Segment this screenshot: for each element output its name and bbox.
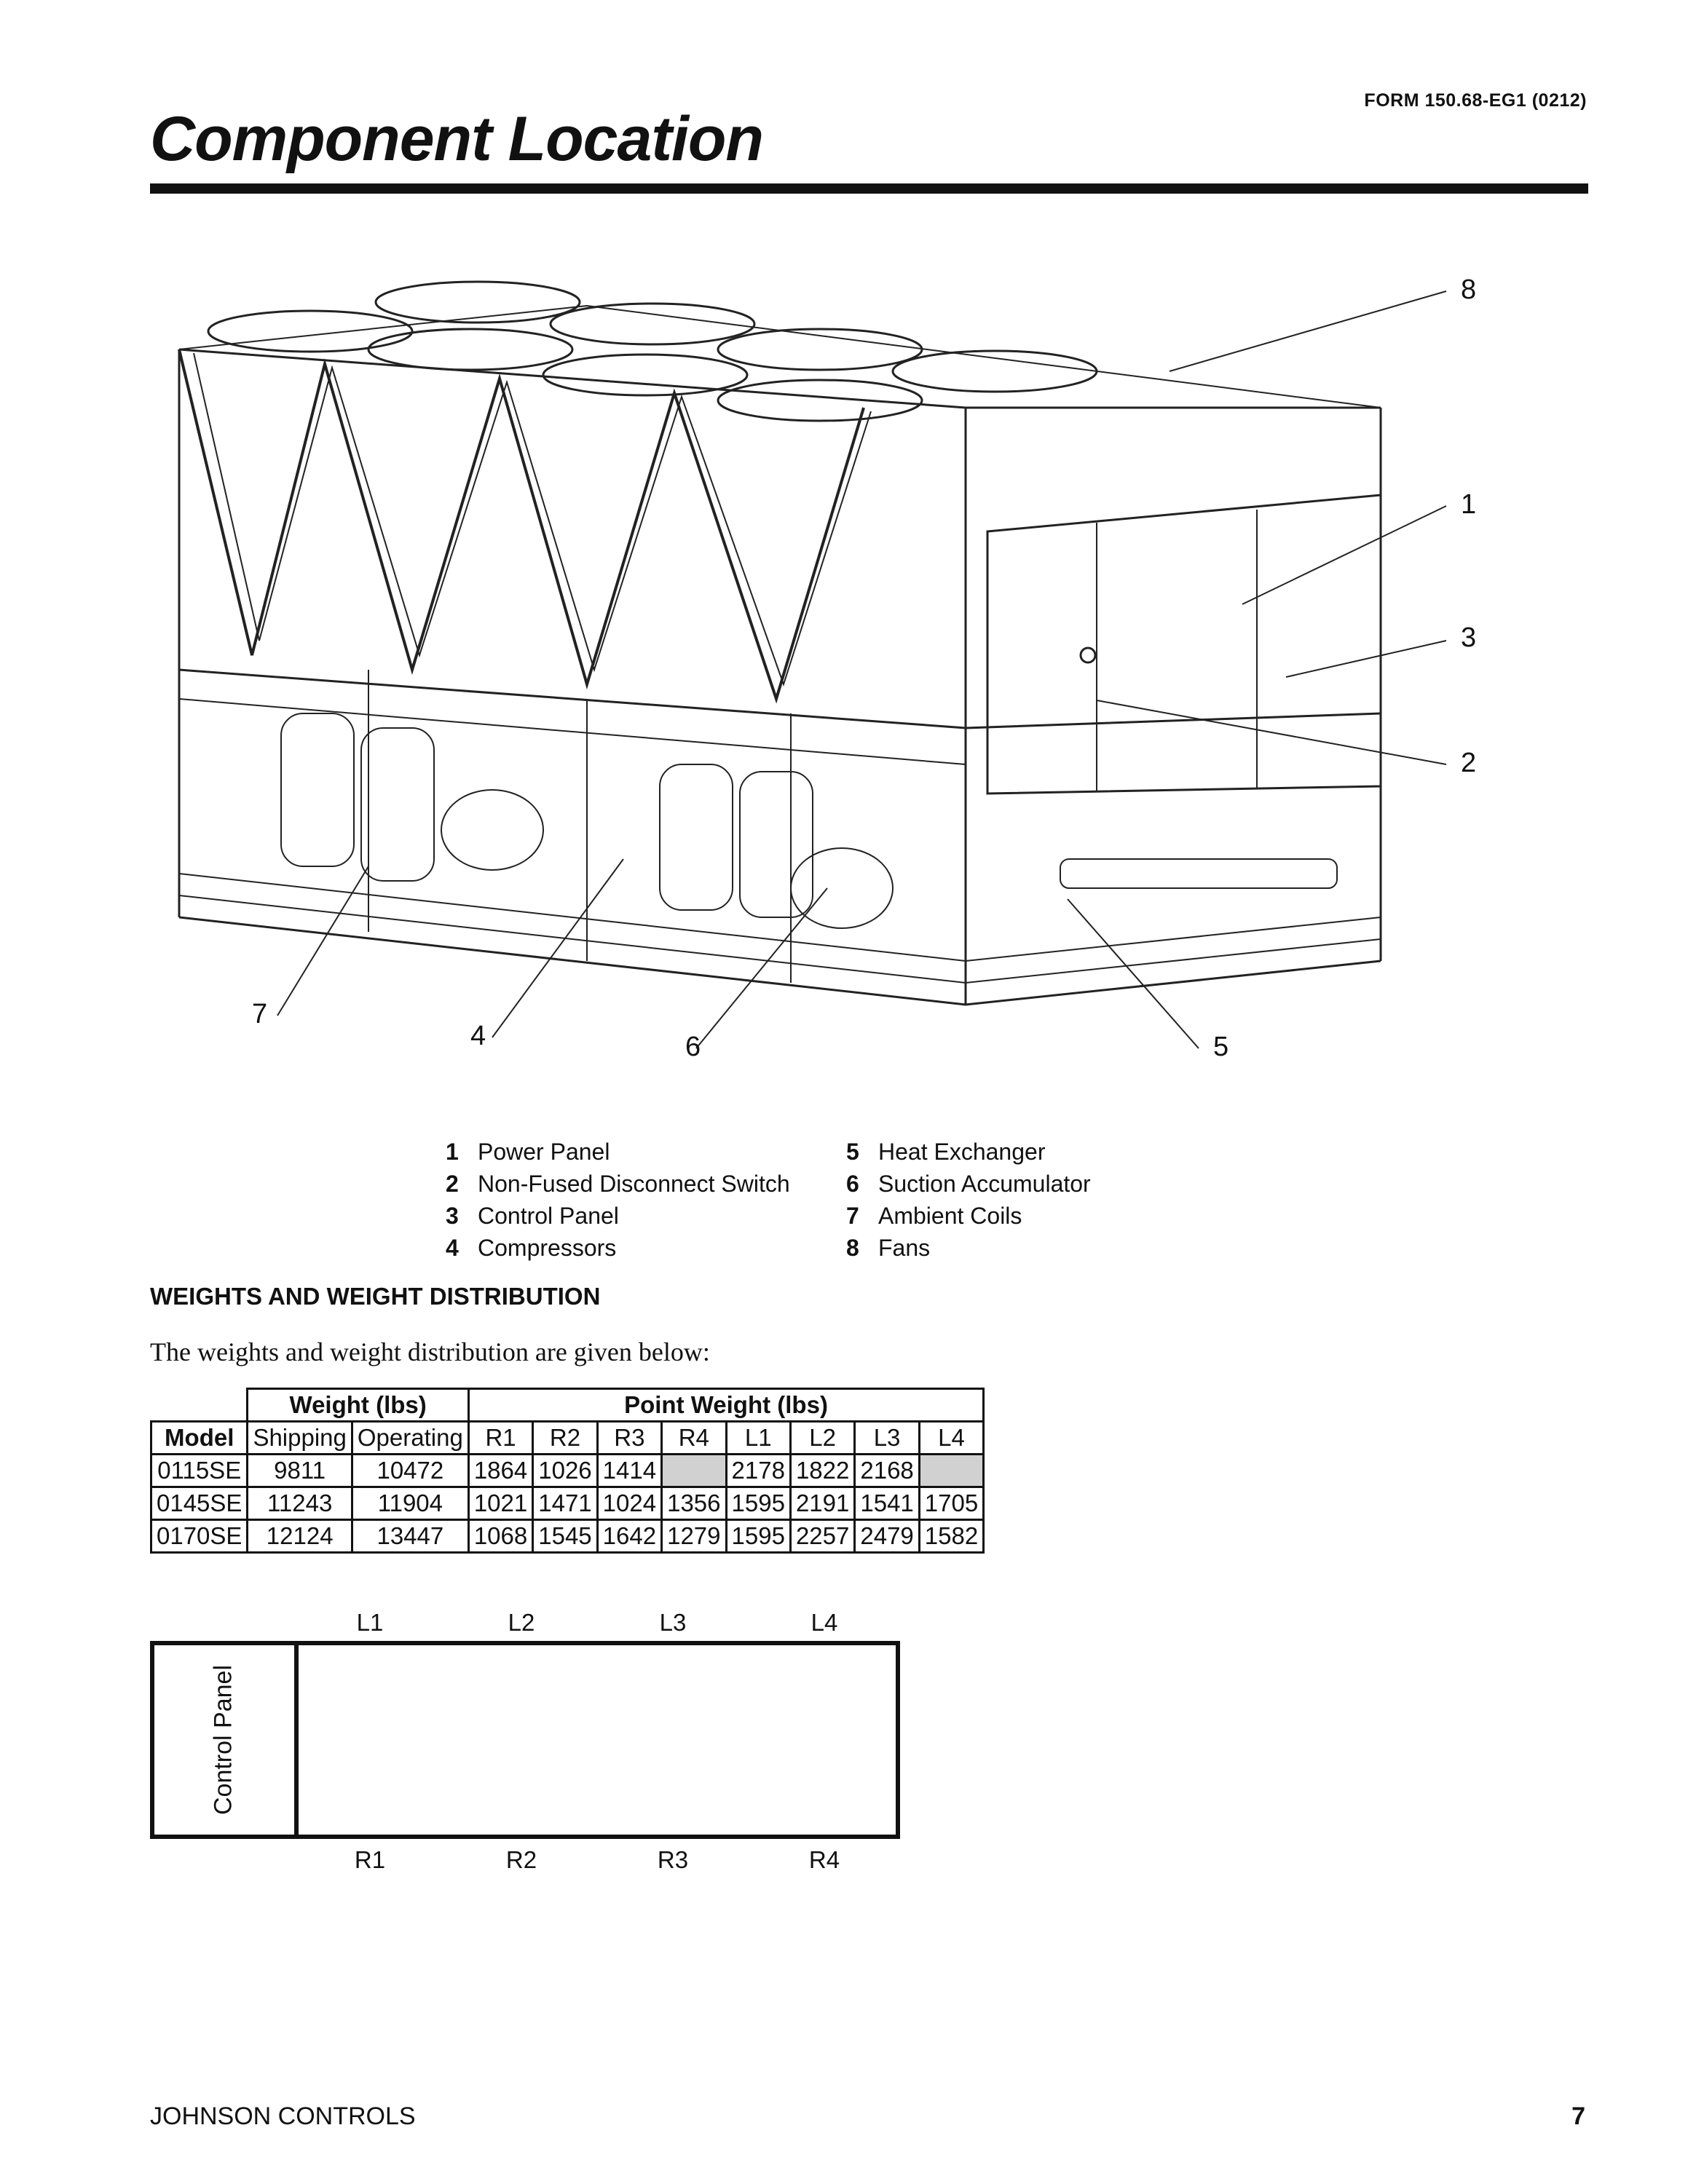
form-number: FORM 150.68-EG1 (0212) xyxy=(1364,90,1587,111)
table-cell: 1024 xyxy=(597,1487,661,1520)
table-cell: 2191 xyxy=(790,1487,854,1520)
callout-3: 3 xyxy=(1461,622,1477,653)
legend-label: Compressors xyxy=(478,1235,617,1261)
top-label: L4 xyxy=(811,1609,838,1636)
table-cell: 1642 xyxy=(597,1520,661,1553)
weight-group-header: Weight (lbs) xyxy=(248,1389,468,1422)
table-cell: 11904 xyxy=(352,1487,468,1520)
page-title: Component Location xyxy=(150,104,763,174)
layout-divider xyxy=(294,1645,299,1835)
table-cell: 1471 xyxy=(533,1487,597,1520)
table-cell: 1595 xyxy=(726,1487,790,1520)
chiller-unit-outline xyxy=(179,306,1381,1005)
table-cell: 10472 xyxy=(352,1455,468,1487)
table-cell: 1705 xyxy=(919,1487,983,1520)
table-cell: 1068 xyxy=(468,1520,532,1553)
legend-item xyxy=(446,1232,846,1264)
legend-label: Non-Fused Disconnect Switch xyxy=(478,1171,790,1197)
table-group-header-row xyxy=(151,1389,984,1422)
top-label: L3 xyxy=(659,1609,687,1636)
legend-num: 8 xyxy=(846,1235,859,1261)
table-cell: 1545 xyxy=(533,1520,597,1553)
table-row xyxy=(151,1455,984,1487)
table-cell: 1864 xyxy=(468,1455,532,1487)
column-header: L1 xyxy=(726,1422,790,1455)
table-cell: 9811 xyxy=(248,1455,352,1487)
title-rule xyxy=(150,183,1588,194)
legend-label: Suction Accumulator xyxy=(878,1171,1091,1197)
callout-8: 8 xyxy=(1461,274,1477,305)
table-cell: 2168 xyxy=(855,1455,919,1487)
legend-item xyxy=(846,1168,1247,1200)
column-header: L3 xyxy=(855,1422,919,1455)
legend-label: Heat Exchanger xyxy=(878,1139,1046,1165)
column-header: Operating xyxy=(352,1422,468,1455)
table-cell: 11243 xyxy=(248,1487,352,1520)
callout-7: 7 xyxy=(252,999,268,1029)
chiller-diagram xyxy=(150,262,1588,1085)
table-body xyxy=(151,1455,984,1553)
model-cell: 0115SE xyxy=(151,1455,248,1487)
legend-item xyxy=(446,1168,846,1200)
legend-item xyxy=(846,1200,1247,1232)
table-cell xyxy=(919,1455,983,1487)
callout-2: 2 xyxy=(1461,748,1477,778)
column-header: L2 xyxy=(790,1422,854,1455)
legend-item xyxy=(446,1136,846,1168)
table-row xyxy=(151,1520,984,1553)
legend-item xyxy=(846,1232,1247,1264)
intro-text: The weights and weight distribution are given below: xyxy=(150,1337,710,1366)
heat-exchanger-drawing xyxy=(1060,859,1337,888)
bottom-label: R1 xyxy=(354,1846,386,1873)
table-cell: 1541 xyxy=(855,1487,919,1520)
legend-num: 4 xyxy=(446,1235,459,1261)
legend-label: Power Panel xyxy=(478,1139,610,1165)
column-header: L4 xyxy=(919,1422,983,1455)
table-cell: 13447 xyxy=(352,1520,468,1553)
legend-label: Fans xyxy=(878,1235,931,1261)
table-cell: 2479 xyxy=(855,1520,919,1553)
layout-box xyxy=(150,1641,900,1839)
table-cell: 1595 xyxy=(726,1520,790,1553)
callout-leaders xyxy=(277,291,1446,1048)
control-panel-label: Control Panel xyxy=(209,1664,237,1816)
section-heading: WEIGHTS AND WEIGHT DISTRIBUTION xyxy=(150,1283,601,1310)
legend-num: 7 xyxy=(846,1203,859,1229)
legend-label: Ambient Coils xyxy=(878,1203,1022,1229)
column-header: Model xyxy=(151,1422,248,1455)
table-cell: 1026 xyxy=(533,1455,597,1487)
legend-num: 2 xyxy=(446,1171,459,1197)
column-header: R2 xyxy=(533,1422,597,1455)
legend-item xyxy=(846,1136,1247,1168)
legend-num: 5 xyxy=(846,1139,859,1165)
column-header: R4 xyxy=(662,1422,726,1455)
weight-distribution-layout xyxy=(150,1609,907,1886)
page-number: 7 xyxy=(1571,2102,1585,2130)
top-label: L2 xyxy=(508,1609,535,1636)
table-cell: 1279 xyxy=(662,1520,726,1553)
table-corner xyxy=(151,1389,248,1422)
table-cell: 1822 xyxy=(790,1455,854,1487)
model-cell: 0145SE xyxy=(151,1487,248,1520)
table-cell: 2178 xyxy=(726,1455,790,1487)
column-header: R3 xyxy=(597,1422,661,1455)
callout-6: 6 xyxy=(685,1032,701,1062)
table-cell: 2257 xyxy=(790,1520,854,1553)
bottom-label: R4 xyxy=(808,1846,840,1873)
point-weight-group-header: Point Weight (lbs) xyxy=(468,1389,983,1422)
legend-num: 6 xyxy=(846,1171,859,1197)
table-cell: 1356 xyxy=(662,1487,726,1520)
callout-4: 4 xyxy=(470,1021,486,1051)
table-cell: 1021 xyxy=(468,1487,532,1520)
column-header: Shipping xyxy=(248,1422,352,1455)
top-label: L1 xyxy=(356,1609,384,1636)
legend-num: 3 xyxy=(446,1203,459,1229)
table-cell: 1414 xyxy=(597,1455,661,1487)
table-cell xyxy=(662,1455,726,1487)
bottom-label: R2 xyxy=(505,1846,537,1873)
legend-item xyxy=(446,1200,846,1232)
table-cell: 12124 xyxy=(248,1520,352,1553)
legend-num: 1 xyxy=(446,1139,459,1165)
weights-table xyxy=(150,1388,985,1554)
bottom-label: R3 xyxy=(657,1846,689,1873)
table-row xyxy=(151,1487,984,1520)
model-cell: 0170SE xyxy=(151,1520,248,1553)
control-panel-drawing xyxy=(987,495,1381,794)
callout-5: 5 xyxy=(1213,1032,1229,1062)
component-legend xyxy=(446,1136,1247,1264)
table-cell: 1582 xyxy=(919,1520,983,1553)
footer-company: JOHNSON CONTROLS xyxy=(150,2102,416,2130)
legend-label: Control Panel xyxy=(478,1203,619,1229)
callout-1: 1 xyxy=(1461,489,1477,520)
table-column-header-row xyxy=(151,1422,984,1455)
column-header: R1 xyxy=(468,1422,532,1455)
